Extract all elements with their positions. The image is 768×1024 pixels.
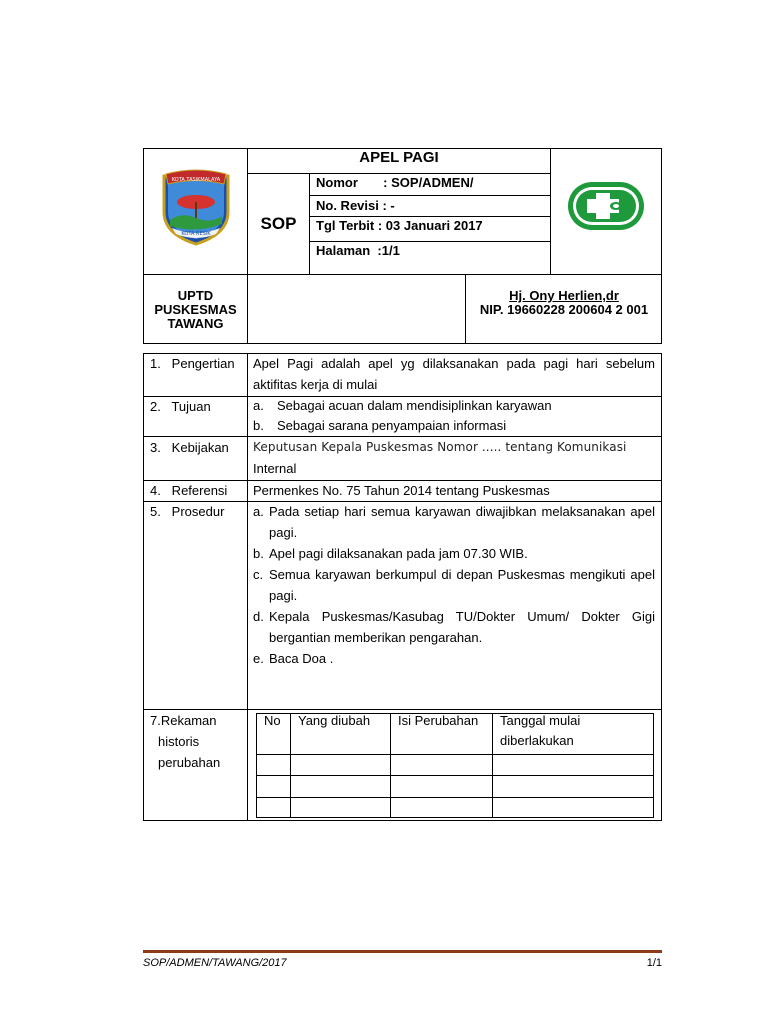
history-col-no: No (264, 713, 281, 728)
history-row-line-1 (256, 754, 654, 755)
green-cross-icon (566, 180, 646, 232)
text-kebijakan (253, 437, 655, 479)
header-divider (143, 274, 662, 275)
body-vline (247, 353, 248, 821)
emblem-top-text: KOTA TASIKMALAYA (171, 177, 221, 183)
history-col-tanggal: Tanggal mulai diberlakukan (500, 713, 581, 748)
text-referensi: Permenkes No. 75 Tahun 2014 tentang Puskesmas (253, 483, 550, 498)
signer (466, 289, 662, 317)
text-pengertian: Apel Pagi adalah apel yg dilaksanakan pada pagi hari sebelum aktifitas kerja di mulai (253, 356, 655, 392)
label-kebijakan: 3. Kebijakan (150, 440, 229, 455)
footer-right: 1/1 (646, 957, 662, 969)
rekaman-line-1: 7.Rekaman (150, 713, 217, 728)
city-emblem-icon (158, 168, 234, 246)
label-rekaman (150, 710, 246, 773)
footer-rule (143, 950, 662, 953)
history-col-isi-perubahan: Isi Perubahan (398, 713, 479, 728)
history-row-line-2 (256, 775, 654, 776)
emblem-bottom-text: KOTA RESIK (181, 231, 211, 237)
label-referensi: 4. Referensi (150, 483, 228, 498)
list-prosedur (253, 501, 655, 669)
puskesmas-logo (566, 180, 646, 232)
signer-name: Hj. Ony Herlien,dr (509, 288, 619, 303)
sop-label: SOP (260, 214, 297, 233)
city-emblem (158, 168, 234, 246)
meta-halaman: Halaman :1/1 (316, 243, 400, 258)
org-line-2: PUSKESMAS (154, 302, 237, 317)
rekaman-line-3: perubahan (158, 755, 221, 770)
signer-nip: NIP. 19660228 200604 2 001 (479, 302, 649, 317)
meta-revisi: No. Revisi : - (316, 198, 395, 213)
org-line-1: UPTD (177, 288, 214, 303)
prosedur-item-d: d. Kepala Puskesmas/Kasubag TU/Dokter Umum/ Dokter Gigi bergantian memberikan pengarahan. (253, 609, 655, 645)
prosedur-item-c: c. Semua karyawan berkumpul di depan Puskesmas mengikuti apel pagi. (253, 567, 655, 603)
org-name (144, 289, 247, 331)
history-row-line-3 (256, 797, 654, 798)
rekaman-line-2: historis (158, 734, 200, 749)
header-vline-2 (550, 148, 551, 274)
label-prosedur: 5. Prosedur (150, 504, 225, 519)
meta-terbit: Tgl Terbit : 03 Januari 2017 (316, 218, 483, 233)
meta-vline (309, 173, 310, 274)
meta-nomor: Nomor : SOP/ADMEN/ (316, 175, 474, 190)
list-tujuan (253, 396, 655, 436)
tujuan-item-a: a. Sebagai acuan dalam mendisiplinkan karyawan (253, 398, 552, 413)
document-title: APEL PAGI (359, 149, 439, 166)
prosedur-item-b: b. Apel pagi dilaksanakan pada jam 07.30 WIB. (253, 546, 528, 561)
kebijakan-line-2: Internal (253, 461, 297, 476)
tujuan-item-b: b. Sebagai sarana penyampaian informasi (253, 418, 507, 433)
prosedur-item-a: a. Pada setiap hari semua karyawan diwajibkan melaksanakan apel pagi. (253, 504, 655, 540)
prosedur-item-e: e. Baca Doa . (253, 651, 334, 666)
label-tujuan: 2. Tujuan (150, 399, 211, 414)
footer-left: SOP/ADMEN/TAWANG/2017 (143, 957, 287, 969)
label-pengertian: 1. Pengertian (150, 356, 235, 371)
org-line-3: TAWANG (167, 316, 224, 331)
kebijakan-line-1: Keputusan Kepala Puskesmas Nomor ..... tentang Komunikasi (253, 440, 627, 454)
history-col-yang-diubah: Yang diubah (298, 713, 371, 728)
